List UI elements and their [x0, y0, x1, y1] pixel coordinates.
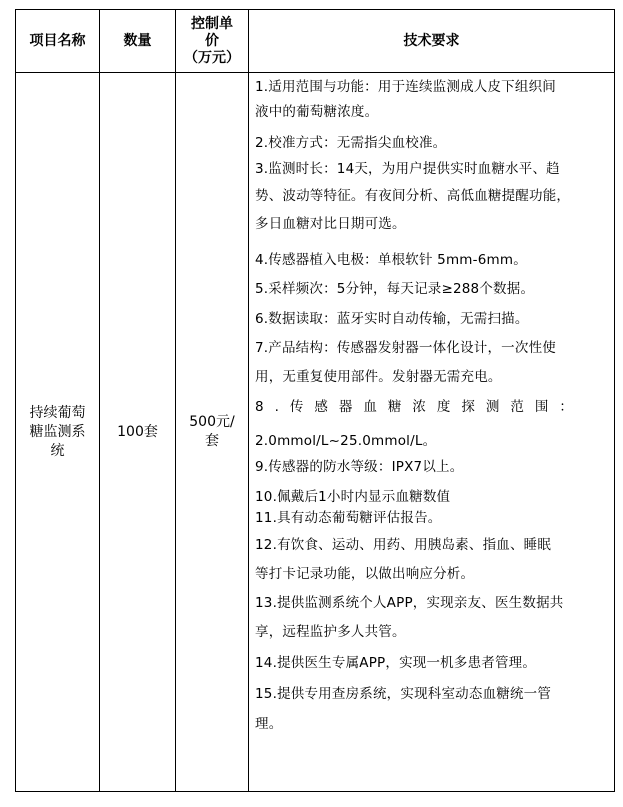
header-row [16, 10, 615, 73]
req-line: 2.校准方式：无需指尖血校准。 [255, 135, 447, 151]
req-line: 3.监测时长：14天，为用户提供实时血糖水平、趋 [255, 161, 560, 177]
req-line: 15.提供专用查房系统，实现科室动态血糖统一管 [255, 686, 552, 702]
item-name-line2: 糖监测系 [29, 423, 86, 440]
item-name-line3: 统 [50, 442, 65, 459]
req-line: 液中的葡萄糖浓度。 [255, 104, 379, 120]
header-tech-requirements: 技术要求 [249, 10, 615, 73]
req-line: 2.0mmol/L~25.0mmol/L。 [255, 433, 437, 449]
req-line: 理。 [255, 716, 283, 732]
unit-price-line2: 套 [205, 433, 219, 449]
header-unit-price-line1: 控制单 [191, 15, 233, 32]
req-line: 1.适用范围与功能：用于连续监测成人皮下组织间 [255, 79, 556, 95]
req-line: 多日血糖对比日期可选。 [255, 216, 406, 232]
req-line-8: 8.传感器血糖浓度探测范围： [255, 399, 584, 415]
req-line: 等打卡记录功能，以做出响应分析。 [255, 566, 475, 582]
spec-table [15, 9, 615, 792]
req-line: 13.提供监测系统个人APP，实现亲友、医生数据共 [255, 595, 564, 611]
header-quantity: 数量 [100, 10, 176, 73]
header-unit-price [176, 10, 249, 73]
item-name-cell [16, 73, 100, 792]
req-line: 4.传感器植入电极：单根软针 5mm-6mm。 [255, 252, 527, 268]
req-line: 7.产品结构：传感器发射器一体化设计，一次性使 [255, 340, 556, 356]
header-unit-price-line3: （万元） [184, 49, 240, 66]
req-line: 用，无重复使用部件。发射器无需充电。 [255, 369, 502, 385]
requirements-cell [249, 73, 615, 792]
req-line: 5.采样频次：5分钟，每天记录≥288个数据。 [255, 281, 535, 297]
header-item-name: 项目名称 [16, 10, 100, 73]
req-line: 享，远程监护多人共管。 [255, 624, 406, 640]
unit-price-line1: 500元/ [189, 414, 235, 430]
header-unit-price-line2: 价 [205, 32, 219, 49]
requirements-list [249, 73, 614, 791]
req-line-justified [255, 398, 610, 416]
req-line: 14.提供医生专属APP，实现一机多患者管理。 [255, 655, 537, 671]
req-line: 6.数据读取：蓝牙实时自动传输，无需扫描。 [255, 311, 529, 327]
req-line: 10.佩戴后1小时内显示血糖数值 [255, 489, 451, 505]
req-line: 势、波动等特征。有夜间分析、高低血糖提醒功能， [255, 188, 571, 204]
req-line: 12.有饮食、运动、用药、用胰岛素、指血、睡眠 [255, 537, 552, 553]
unit-price-cell [176, 73, 249, 792]
req-line: 9.传感器的防水等级：IPX7以上。 [255, 459, 464, 475]
req-line: 11.具有动态葡萄糖评估报告。 [255, 510, 442, 526]
quantity-cell: 100套 [100, 73, 176, 792]
item-name-line1: 持续葡萄 [29, 404, 86, 421]
item-row [16, 73, 615, 792]
